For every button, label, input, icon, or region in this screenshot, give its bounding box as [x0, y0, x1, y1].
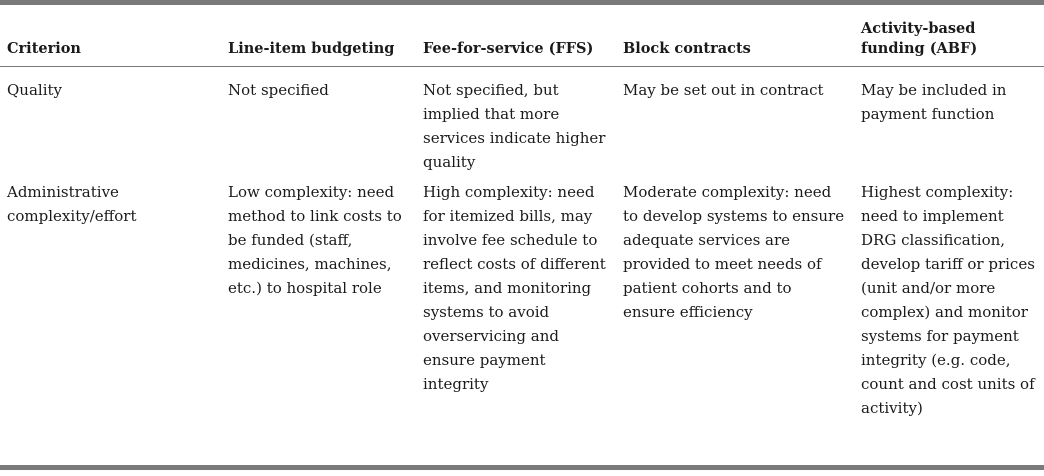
table-header [0, 5, 1044, 66]
header-fee-for-service: Fee-for-service (FFS) [423, 40, 594, 57]
cell-line-item-budgeting: Not specified [228, 81, 329, 99]
header-criterion: Criterion [7, 40, 81, 57]
cell-criterion: Administrative complexity/effort [7, 183, 137, 225]
cell-line-item-budgeting: Low complexity: need method to link costs to be funded (staff, medicines, machines, etc.) to hospital role [228, 183, 402, 297]
cell-criterion: Quality [7, 81, 62, 99]
cell-activity-based-funding: May be included in payment function [861, 81, 1007, 123]
cell-fee-for-service: High complexity: need for itemized bills, may involve fee schedule to reflect costs of different items, and monitoring systems to avoid overservicing and ensure payment integrity [423, 183, 606, 393]
cell-fee-for-service: Not specified, but implied that more services indicate higher quality [423, 81, 606, 171]
table-body [0, 66, 1044, 468]
header-divider-rule [0, 66, 1044, 67]
cell-block-contracts: May be set out in contract [623, 81, 824, 99]
cell-block-contracts: Moderate complexity: need to develop systems to ensure adequate services are provided to meet needs of patient cohorts and to ensure efficiency [623, 183, 845, 321]
header-line-item-budgeting: Line-item budgeting [228, 40, 395, 57]
table-row [0, 174, 1044, 468]
cell-activity-based-funding: Highest complexity: need to implement DRG classification, develop tariff or prices (unit and/or more complex) and monitor systems for payment integrity (e.g. code, count and cost units of activity) [861, 183, 1035, 417]
table-row [0, 66, 1044, 174]
header-block-contracts: Block contracts [623, 40, 751, 57]
header-activity-based-funding: Activity-based funding (ABF) [861, 20, 978, 57]
table-bottom-rule [0, 465, 1044, 470]
header-row [0, 5, 1044, 66]
comparison-table [0, 5, 1044, 468]
